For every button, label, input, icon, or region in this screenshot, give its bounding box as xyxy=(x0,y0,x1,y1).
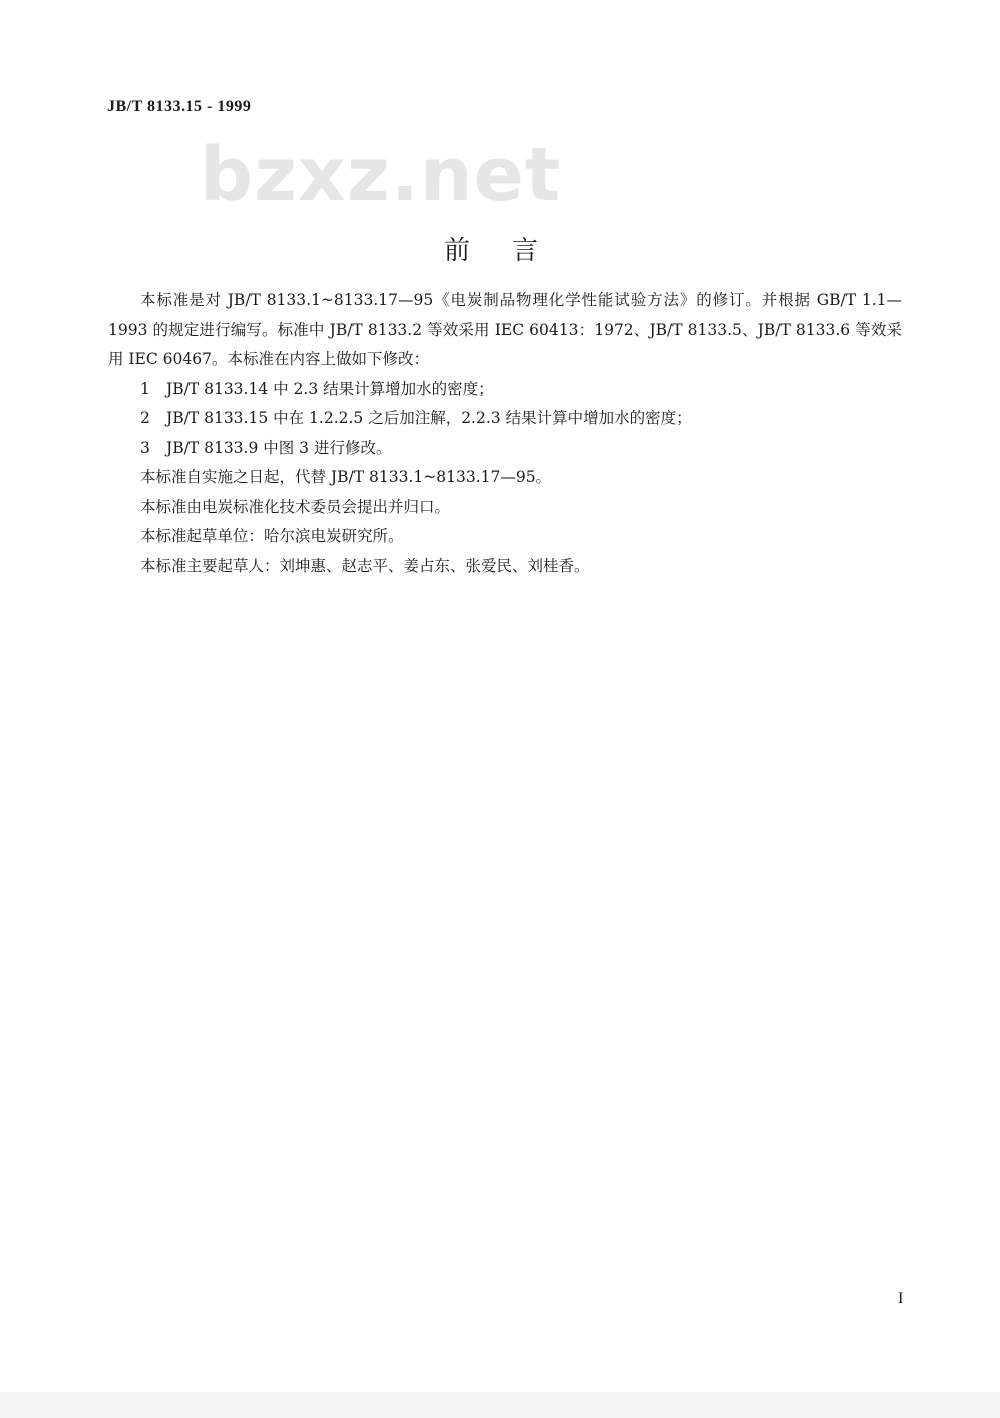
list-item xyxy=(108,434,902,464)
item-text: JB/T 8133.9 中图 3 进行修改。 xyxy=(166,438,392,457)
page-title: 前言 xyxy=(443,236,580,266)
item-number: 3 xyxy=(140,438,150,457)
drafters-statement: 本标准主要起草人：刘坤惠、赵志平、姜占东、张爱民、刘桂香。 xyxy=(140,556,590,575)
replacement-statement: 本标准自实施之日起，代替 JB/T 8133.1~8133.17—95。 xyxy=(140,468,552,486)
page-number: I xyxy=(898,1290,904,1307)
standard-code: JB/T 8133.15 - 1999 xyxy=(107,98,252,115)
item-number: 2 xyxy=(140,409,150,427)
drafting-unit-statement: 本标准起草单位：哈尔滨电炭研究所。 xyxy=(140,527,404,545)
proposer-statement: 本标准由电炭标准化技术委员会提出并归口。 xyxy=(140,497,451,516)
watermark: bzxz.net xyxy=(200,132,562,218)
list-item xyxy=(108,375,902,405)
item-text: JB/T 8133.14 中 2.3 结果计算增加水的密度； xyxy=(166,379,494,398)
foreword-body xyxy=(108,286,902,581)
intro-paragraph: 本标准是对 JB/T 8133.1~8133.17—95《电炭制品物理化学性能试验方法》的修订。并根据 GB/T 1.1—1993 的规定进行编写。标准中 JB/T 8133.2 等效采用 IEC 60413：1972、JB/T 8133.5、JB/T 8133.6 等效采用 IEC 60467。本标准在内容上做如下修改： xyxy=(108,291,902,368)
item-number: 1 xyxy=(140,379,150,398)
list-item xyxy=(108,404,902,434)
item-text: JB/T 8133.15 中在 1.2.2.5 之后加注解，2.2.3 结果计算中增加水的密度； xyxy=(166,409,692,427)
